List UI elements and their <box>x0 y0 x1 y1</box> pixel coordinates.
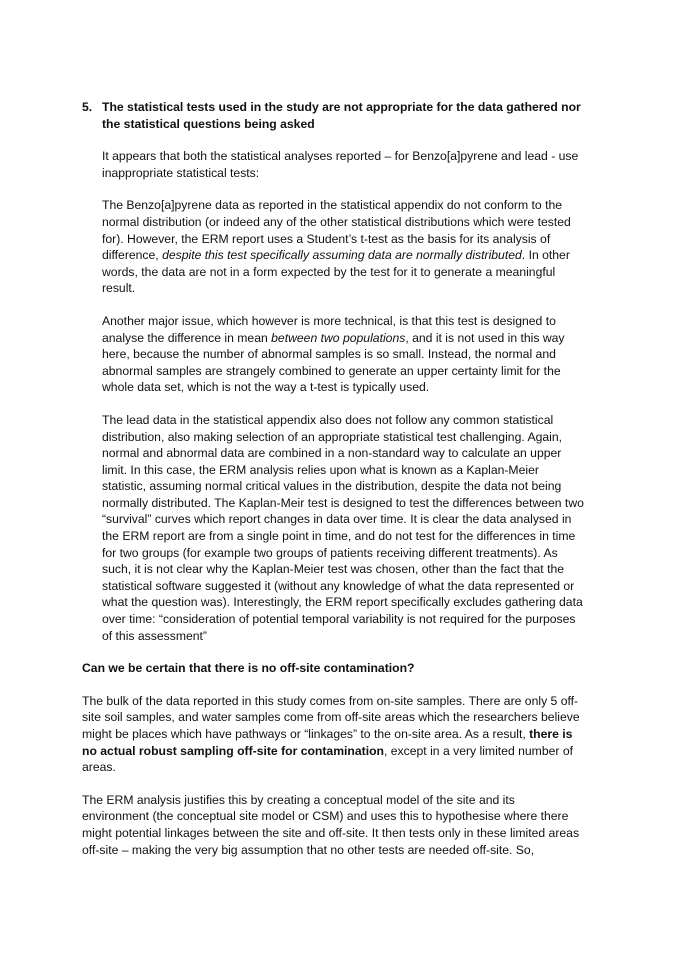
benzo-pyrene-paragraph <box>102 197 584 297</box>
section-5-heading <box>82 99 584 132</box>
t-test-text-b: , and it is not used in this way here, because the number of abnormal samples is so small. Instead, the normal and abnormal samples are strangely combined to generate an upper certainty limit for the whole data set, which is not the way a t-test is typically used. <box>102 330 565 395</box>
page-content <box>82 99 584 874</box>
offsite-contamination-heading: Can we be certain that there is no off-site contamination? <box>82 661 415 676</box>
section-5-title: The statistical tests used in the study are not appropriate for the data gathered nor the statistical questions being asked <box>102 100 581 131</box>
offsite-samples-paragraph <box>82 693 584 776</box>
section-5-intro-paragraph: It appears that both the statistical analyses reported – for Benzo[a]pyrene and lead - use inappropriate statistical tests: <box>102 149 579 180</box>
t-test-text-a: Another major issue, which however is more technical, is that this test is designed to analyse the difference in mean <box>102 313 556 345</box>
benzo-text-a: The Benzo[a]pyrene data as reported in the statistical appendix do not conform to the normal distribution (or indeed any of the other statistical distributions which were tested for). However, the ERM report uses a Student’s t-test as the basis for its analysis of difference, <box>102 198 571 263</box>
benzo-emphasis: despite this test specifically assuming data are normally distributed <box>162 248 522 263</box>
t-test-issue-paragraph <box>102 313 584 396</box>
offsite-text-b: , except in a very limited number of areas. <box>82 743 573 775</box>
lead-data-paragraph: The lead data in the statistical appendix also does not follow any common statistical distribution, also making selection of an appropriate statistical test challenging. Again, normal and abnormal data are combined in a non-standard way to calculate an upper limit. In this case, the ERM analysis relies upon what is known as a Kaplan-Meier statistic, assuming normal critical values in the distribution, despite the data not being normally distributed. The Kaplan-Meir test is designed to test the differences between two “survival” curves which report changes in data over time. It is clear the data analysed in the ERM report are from a single point in time, and do not test for the differences in time for two groups (for example two groups of patients receiving different treatments). As such, it is not clear why the Kaplan-Meier test was chosen, other than the fact that the statistical software suggested it (without any knowledge of what the data represented or what the question was). Interestingly, the ERM report specifically excludes gathering data over time: “consideration of potential temporal variability is not required for the purposes of this assessment” <box>102 412 584 643</box>
benzo-text-b: . In other words, the data are not in a form expected by the test for it to generate a meaningful result. <box>102 248 570 296</box>
section-5-number: 5. <box>82 100 93 114</box>
offsite-text-a: The bulk of the data reported in this study comes from on-site samples. There are only 5 off-site soil samples, and water samples come from off-site areas which the researchers believe might be places which have pathways or “linkages” to the on-site area. As a result, <box>82 693 580 741</box>
offsite-strong: there is no actual robust sampling off-site for contamination <box>82 727 573 758</box>
section-5-body <box>102 148 584 644</box>
csm-paragraph: The ERM analysis justifies this by creating a conceptual model of the site and its environment (the conceptual site model or CSM) and uses this to hypothesise where there might potential linkages between the site and off-site. It then tests only in these limited areas off-site – making the very big assumption that no other tests are needed off-site. So, <box>82 792 580 857</box>
t-test-emphasis: between two populations <box>271 330 406 345</box>
